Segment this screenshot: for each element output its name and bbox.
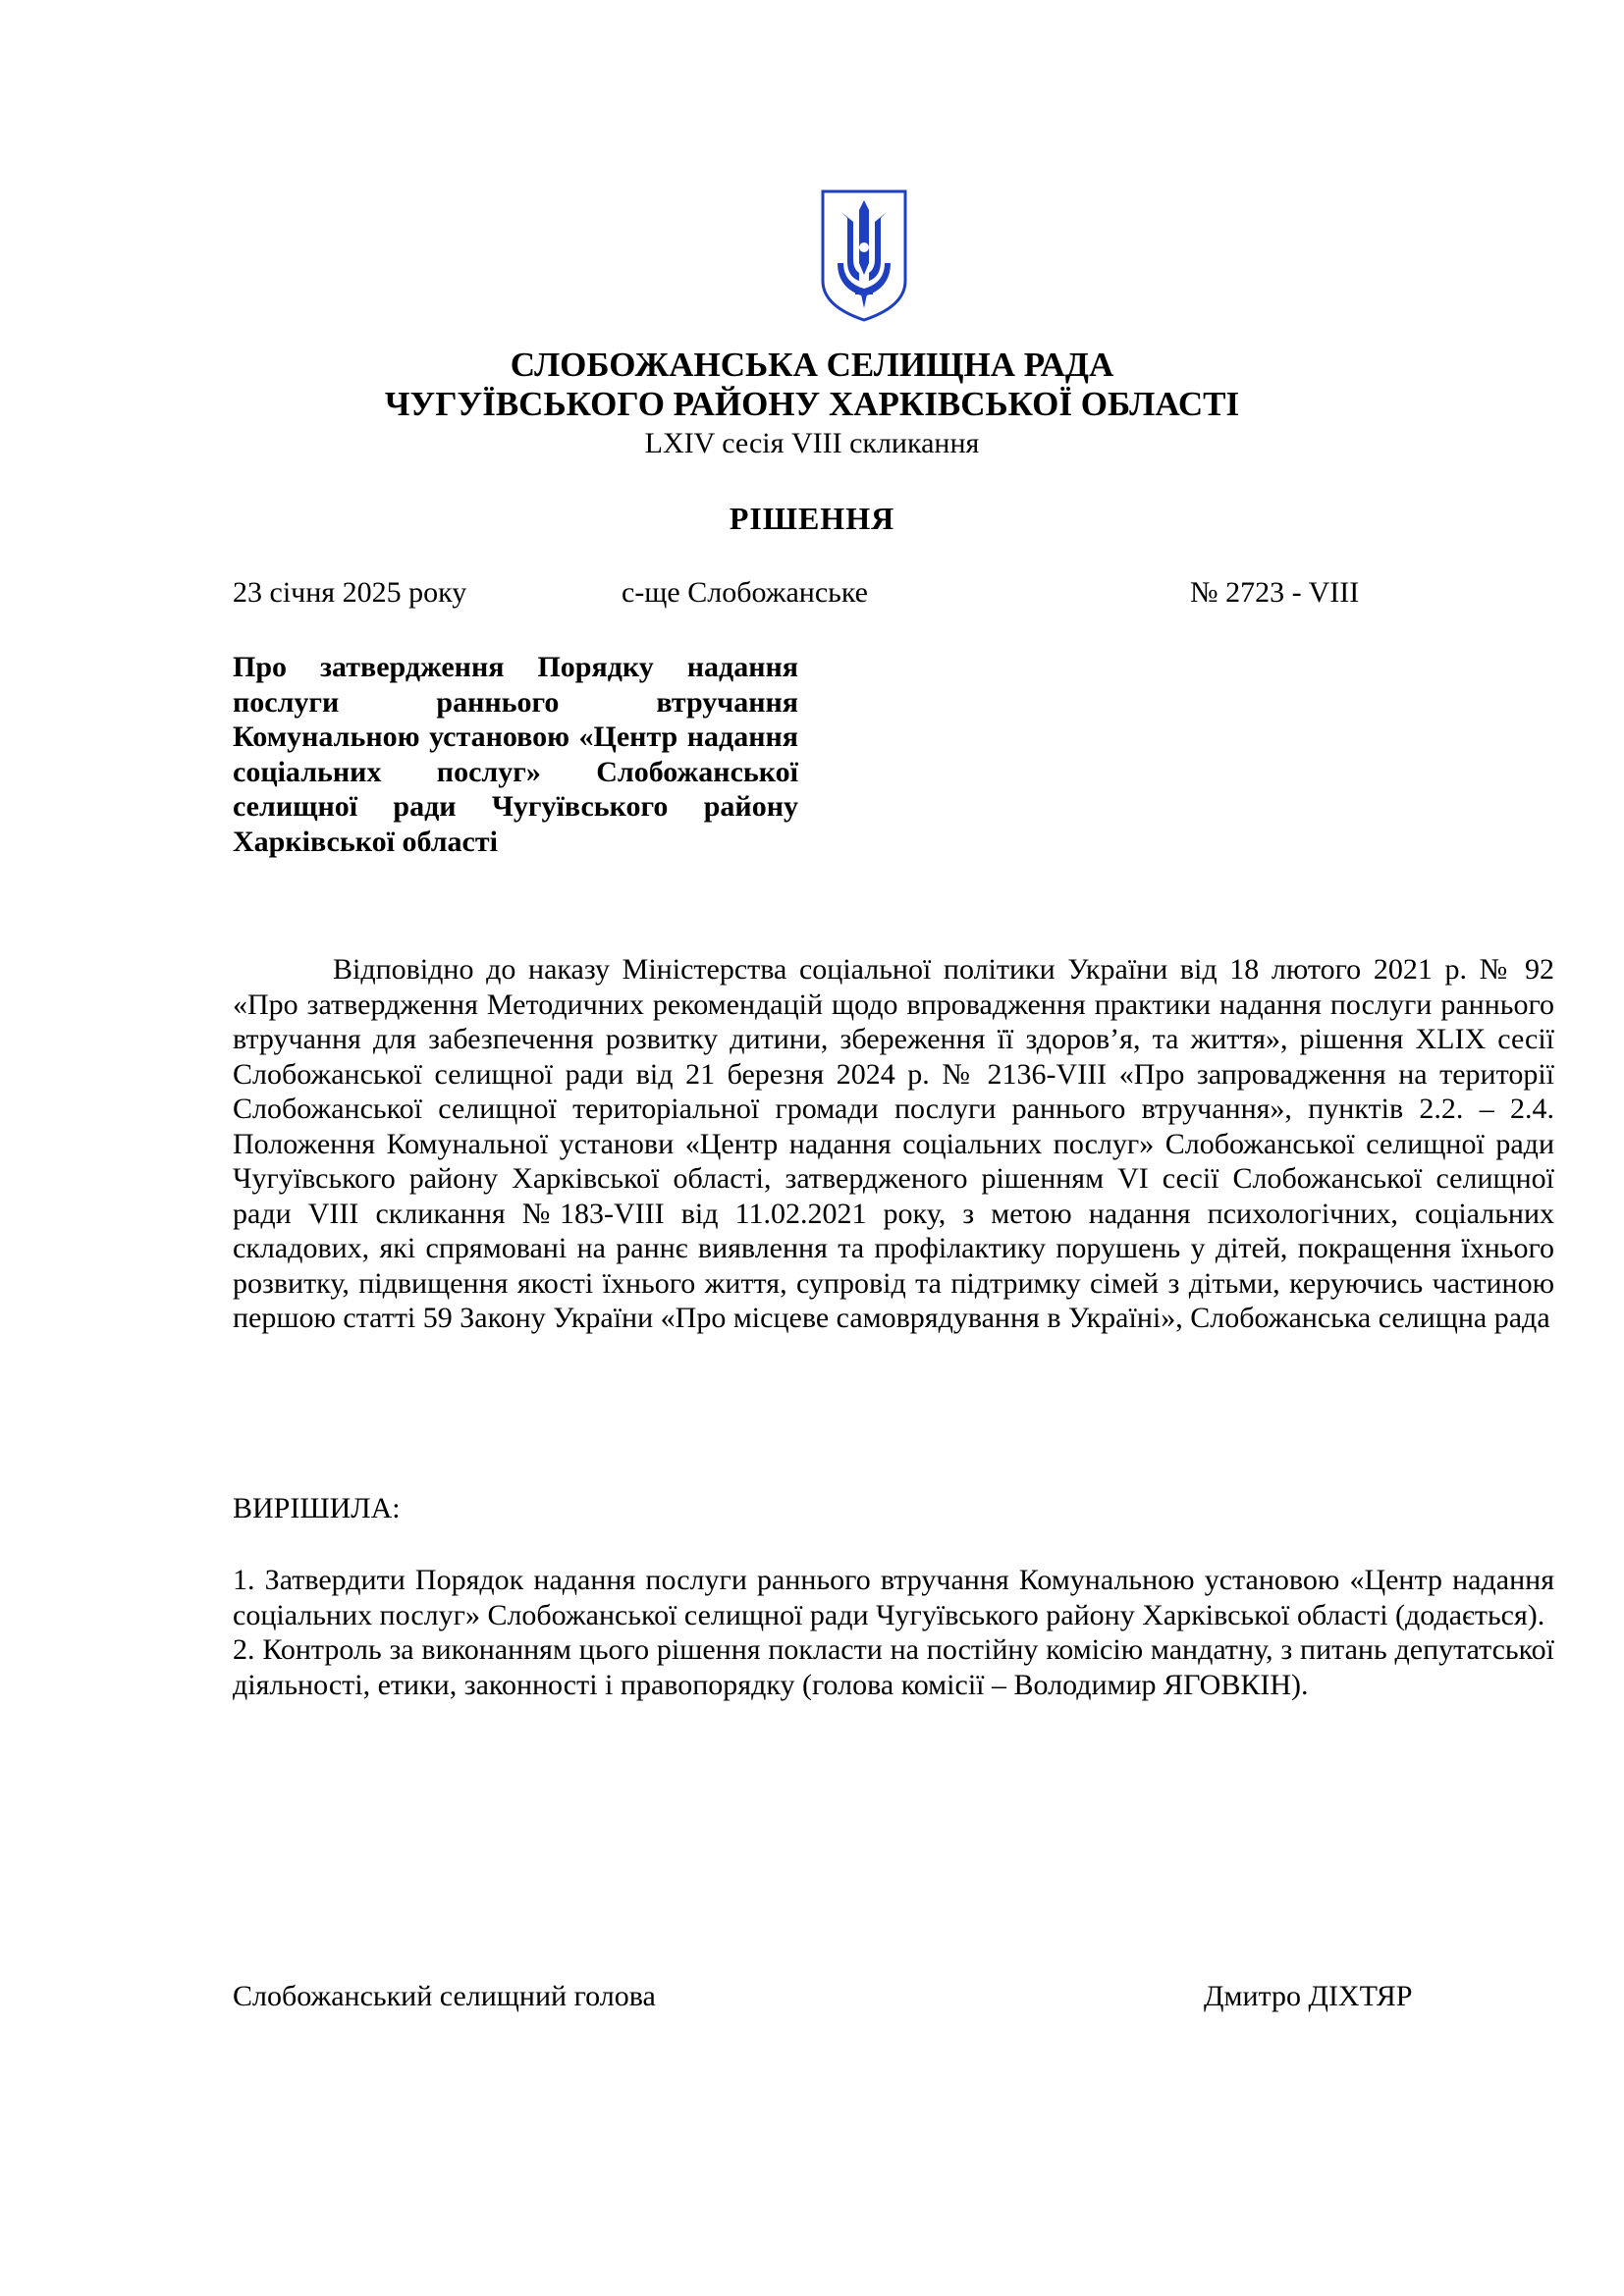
decision-meta-line xyxy=(233,573,1391,613)
council-name: СЛОБОЖАНСЬКА СЕЛИЩНА РАДА xyxy=(510,346,1114,384)
decision-number: № 2723 - VIII xyxy=(1190,576,1360,609)
decision-place: с-ще Слобожанське xyxy=(622,576,868,609)
resolution-item: 2. Контроль за виконанням цього рішення покласти на постійну комісію мандатну, з питань депутатської діяльності, етики, законності і правопорядку (голова комісії – Володимир ЯГОВКІН). xyxy=(233,1633,1554,1701)
decision-date: 23 січня 2025 року xyxy=(233,576,467,609)
resolution-item: 1. Затвердити Порядок надання послуги раннього втручання Комунальною установою «Центр надання соціальних послуг» Слобожанської селищної ради Чугуївського району Харківської області (додається). xyxy=(233,1564,1554,1631)
district-name: ЧУГУЇВСЬКОГО РАЙОНУ ХАРКІВСЬКОЇ ОБЛАСТІ xyxy=(384,385,1240,423)
signatory-title: Слобожанський селищний голова xyxy=(233,1980,656,2012)
signatory-name: Дмитро ДІХТЯР xyxy=(1204,1980,1413,2012)
resolved-label: ВИРІШИЛА: xyxy=(233,1492,401,1524)
decision-subject: Про затвердження Порядку надання послуги раннього втручання Комунальною установою «Центр надання соціальних послуг» Слобожанської селищної ради Чугуївського району Харківської області xyxy=(233,651,798,858)
preamble-paragraph: Відповідно до наказу Міністерства соціальної політики України від 18 лютого 2021 р. № 92 «Про затвердження Методичних рекомендацій щодо впровадження практики надання послуги раннього втручання для забезпечення розвитку дитини, збереження її здоров’я, та життя», рішення XLIX сесії Слобожанської селищної ради від 21 березня 2024 р. № 2136-VIII «Про запровадження на території Слобожанської селищної територіальної громади послуги раннього втручання», пунктів 2.2. – 2.4. Положення Комунальної установи «Центр надання соціальних послуг» Слобожанської селищної ради Чугуївського району Харківської області, затвердженого рішенням VI сесії Слобожанської селищної ради VIII скликання №183-VIII від 11.02.2021 року, з метою надання психологічних, соціальних складових, які спрямовані на раннє виявлення та профілактику порушень у дітей, покращення їхнього розвитку, підвищення якості їхнього життя, супровід та підтримку сімей з дітьми, керуючись частиною першою статті 59 Закону України «Про місцеве самоврядування в Україні», Слобожанська селищна рада xyxy=(233,953,1554,1334)
ukraine-coat-of-arms-icon xyxy=(818,187,910,324)
session-line: LXIV сесія VIII скликання xyxy=(644,427,980,459)
document-type-title: РІШЕННЯ xyxy=(729,501,895,536)
resolution-items xyxy=(233,1563,1554,1702)
